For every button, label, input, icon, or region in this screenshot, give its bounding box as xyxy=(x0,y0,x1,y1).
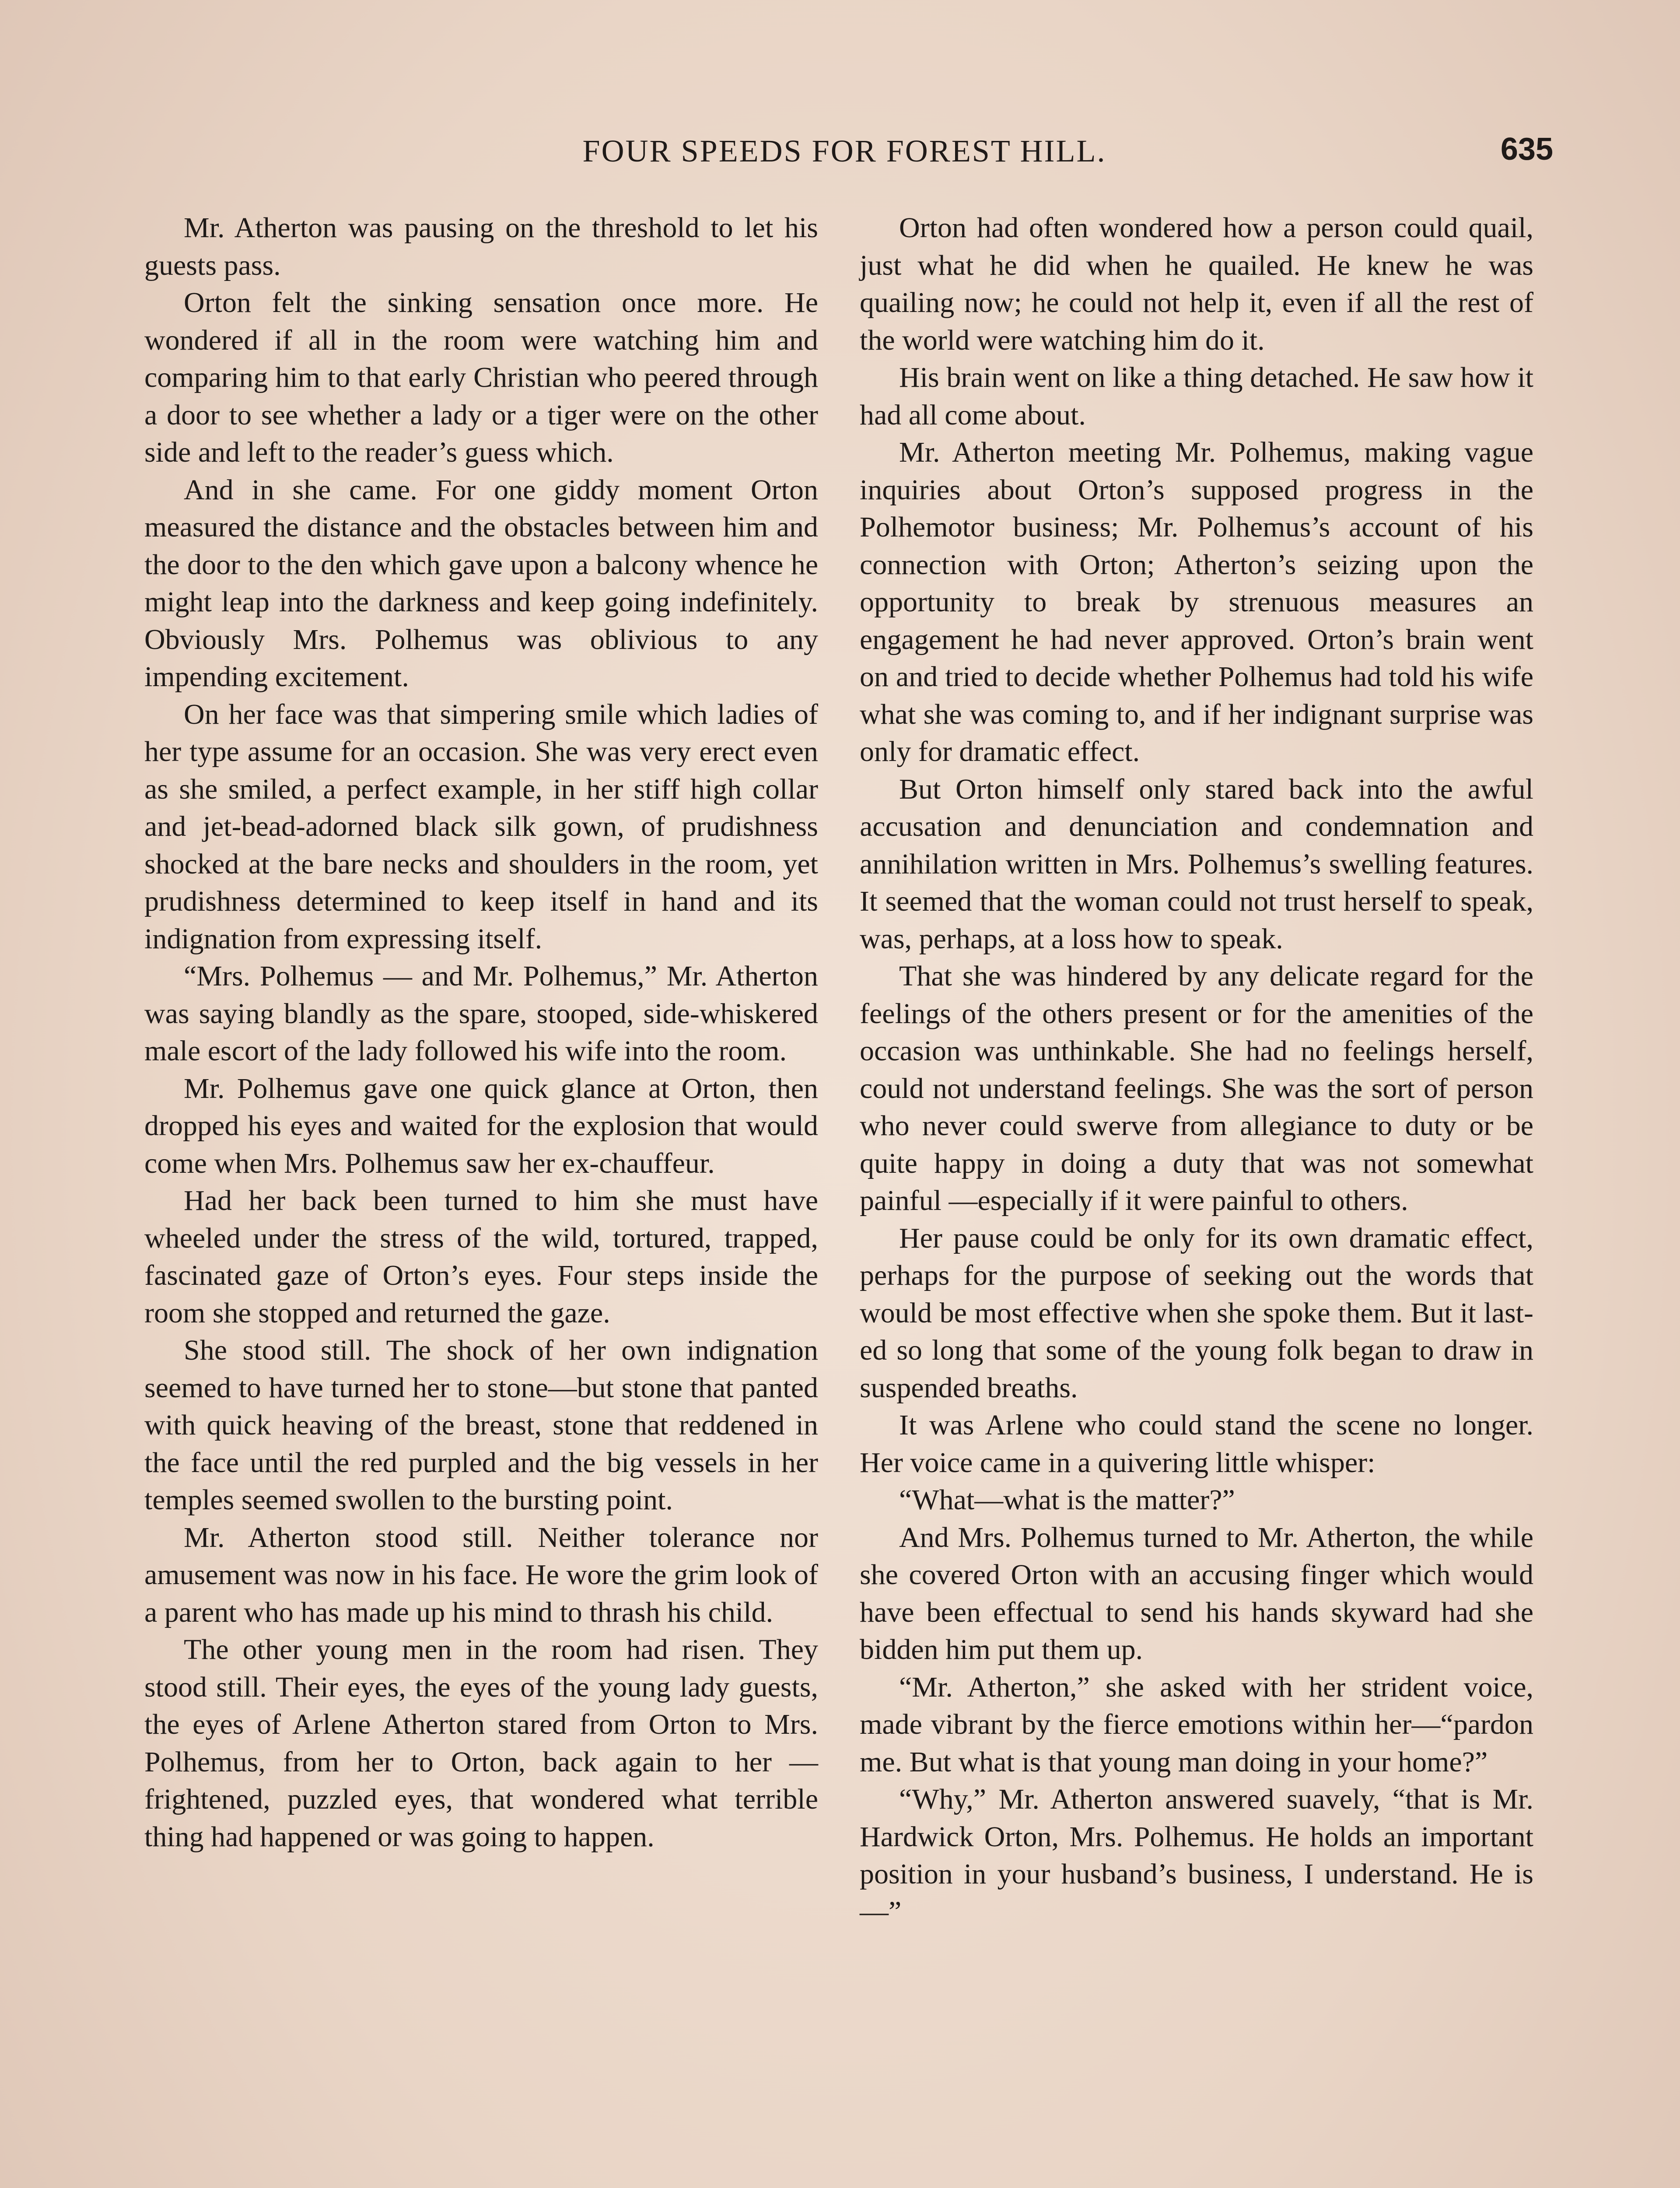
paragraph: She stood still. The shock of her own indignation seemed to have turned her to stone—but stone that panted with quick heaving of the breast, stone that reddened in the face until the red purpled and the big vessels in her temples seemed swollen to the bursting point. xyxy=(144,1334,818,1516)
paragraph: That she was hindered by any delicate regard for the feelings of the others present or for the amenities of the occasion was unthinkable. She had no feelings herself, could not understand feelings. She was the sort of person who never could swerve from allegiance to duty or be quite happy in doing a duty that was not somewhat painful —especially if it were painful to others. xyxy=(860,960,1533,1217)
paragraph: Mr. Polhemus gave one quick glance at Orton, then dropped his eyes and waited for the explosion that would come when Mrs. Polhemus saw her ex-chauffeur. xyxy=(144,1072,818,1179)
paragraph: The other young men in the room had risen. They stood still. Their eyes, the eyes of the young lady guests, the eyes of Arlene Atherton stared from Orton to Mrs. Polhemus, from her to Orton, back again to her — frightened, puzzled eyes, that wondered what terrible thing had happened or was going to happen. xyxy=(144,1634,818,1853)
paragraph: “Why,” Mr. Atherton answered suavely, “that is Mr. Hardwick Orton, Mrs. Polhemus. He holds an important position in your husband’s business, I understand. He is—” xyxy=(860,1783,1533,1928)
paragraph: On her face was that simpering smile which ladies of her type assume for an occasion. She was very erect even as she smiled, a perfect example, in her stiff high collar and jet-bead-adorned black silk gown, of prudishness shocked at the bare necks and shoulders in the room, yet prudishness determined to keep itself in hand and its indignation from expressing itself. xyxy=(144,698,818,955)
paragraph: And Mrs. Polhemus turned to Mr. Atherton, the while she covered Orton with an accusing finger which would have been effectual to send his hands skyward had she bidden him put them up. xyxy=(860,1521,1533,1666)
paragraph: His brain went on like a thing detached. He saw how it had all come about. xyxy=(860,361,1533,431)
paragraph: Mr. Atherton meeting Mr. Polhemus, making vague inquiries about Orton’s supposed progress in the Polhemotor business; Mr. Polhemus’s account of his connection with Orton; Atherton’s seizing upon the opportunity to break by strenuous measures an engagement he had never approved. Orton’s brain went on and tried to decide whether Polhemus had told his wife what she was coming to, and if her indignant surprise was only for dramatic effect. xyxy=(860,436,1533,768)
paragraph: Orton felt the sinking sensation once more. He wondered if all in the room were watching him and comparing him to that early Christian who peered through a door to see whether a lady or a tiger were on the other side and left to the reader’s guess which. xyxy=(144,287,818,468)
paragraph: Mr. Atherton stood still. Neither tolerance nor amusement was now in his face. He wore the grim look of a parent who has made up his mind to thrash his child. xyxy=(144,1521,818,1628)
paragraph: “Mr. Atherton,” she asked with her strident voice, made vibrant by the fierce emotions within her—“pardon me. But what is that young man doing in your home?” xyxy=(860,1671,1533,1778)
running-title: FOUR SPEEDS FOR FOREST HILL. xyxy=(582,133,1106,168)
page-number: 635 xyxy=(1500,132,1553,167)
paragraph: Her pause could be only for its own dramatic effect, perhaps for the purpose of seeking out the words that would be most effective when she spoke them. But it lasted so long that some of the young folk began to draw in suspended breaths. xyxy=(860,1222,1533,1404)
paragraph: But Orton himself only stared back into the awful accusation and denunciation and condemnation and annihilation written in Mrs. Polhemus’s swelling features. It seemed that the woman could not trust herself to speak, was, perhaps, at a loss how to speak. xyxy=(860,773,1533,955)
paragraph: It was Arlene who could stand the scene no longer. Her voice came in a quivering little whisper: xyxy=(860,1409,1533,1479)
paragraph: “Mrs. Polhemus — and Mr. Polhemus,” Mr. Atherton was saying blandly as the spare, stooped, side-whiskered male escort of the lady followed his wife into the room. xyxy=(144,960,818,1067)
left-column xyxy=(144,209,818,1855)
paragraph: And in she came. For one giddy moment Orton measured the distance and the obstacles between him and the door to the den which gave upon a balcony whence he might leap into the darkness and keep going indefinitely. Obviously Mrs. Polhemus was oblivious to any impending excitement. xyxy=(144,473,818,693)
paragraph: Orton had often wondered how a person could quail, just what he did when he quailed. He knew he was quailing now; he could not help it, even if all the rest of the world were watching him do it. xyxy=(860,212,1533,356)
right-column xyxy=(860,209,1533,1930)
paragraph: Mr. Atherton was pausing on the threshold to let his guests pass. xyxy=(144,212,818,281)
paragraph: “What—what is the matter?” xyxy=(899,1484,1235,1516)
paragraph: Had her back been turned to him she must have wheeled under the stress of the wild, tortured, trapped, fascinated gaze of Orton’s eyes. Four steps inside the room she stopped and returned the gaze. xyxy=(144,1185,818,1329)
